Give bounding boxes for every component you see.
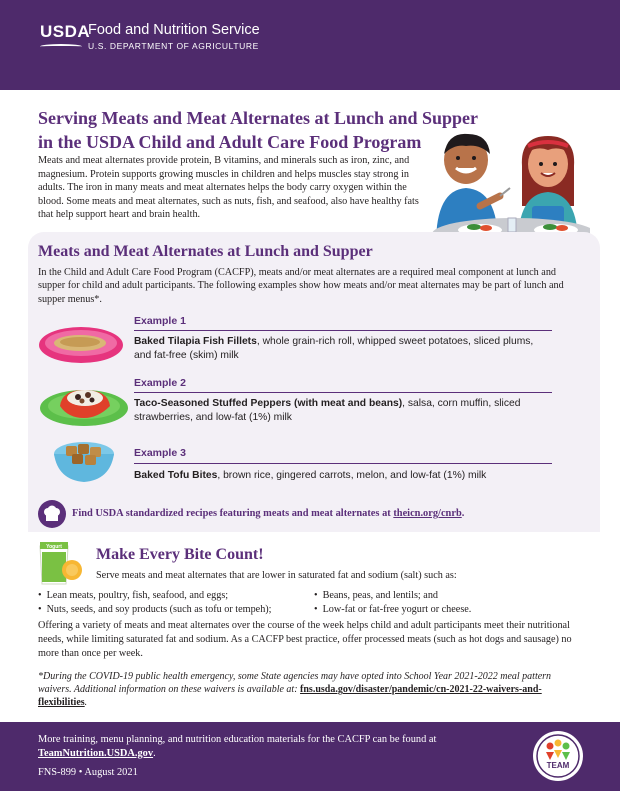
section-lunch-supper-title: Meats and Meat Alternates at Lunch and Supper [38,243,373,260]
waiver-link[interactable]: fns.usda.gov/disaster/pandemic/cn-2021-22-waivers-and-flexibilities [38,684,542,709]
example-1-label: Example 1 [134,315,186,327]
yogurt-label-text: Yogurt [46,544,62,550]
covid-note-period: . [84,697,88,709]
example-1-divider [134,330,552,331]
example-2-divider [134,392,552,393]
section-every-bite-intro: Serve meats and meat alternates that are lower in saturated fat and sodium (salt) such as: [96,570,457,581]
yogurt-cup-icon [38,540,86,586]
list-item: • Nuts, seeds, and soy products (such as tofu or tempeh); [38,603,272,617]
team-logo-text: TEAM [546,761,570,770]
title-line-1: Serving Meats and Meat Alternates at Lunch and Supper [38,108,479,128]
example-2-label: Example 2 [134,377,186,389]
tofu-bites-bowl-image [52,438,116,484]
footer-text [38,733,458,760]
example-2-main-dish: Taco-Seasoned Stuffed Peppers (with meat and beans) [134,398,403,409]
example-1-sides: , whole grain-rich roll, whipped sweet potatoes, sliced plums, and fat-free (skim) milk [134,336,534,362]
example-2-text [134,397,552,426]
publication-code: FNS-899 • August 2021 [38,767,138,778]
fish-fillet-plate-image [38,324,124,366]
recipe-callout-text: Find USDA standardized recipes featuring meats and meat alternates at [72,508,394,519]
example-1-main-dish: Baked Tilapia Fish Fillets [134,336,257,347]
example-3-divider [134,463,552,464]
example-1-text [134,335,552,364]
footer-period: . [153,747,156,759]
stuffed-peppers-plate-image [38,380,130,430]
department-name: U.S. DEPARTMENT OF AGRICULTURE [88,41,259,51]
recipe-callout-period: . [461,508,465,519]
agency-name: Food and Nutrition Service [88,22,260,38]
covid-note-text: *During the COVID-19 public health emergency, some State agencies may have opted into School Year 2021-2022 meal pattern waivers. Additional information on these waivers is available at: [38,671,552,696]
section-every-bite-title: Make Every Bite Count! [96,546,264,563]
recipe-callout [72,508,464,519]
intro-paragraph: Meats and meat alternates provide protein, B vitamins, and minerals such as iron, zinc, and magnesium. Protein supports growing muscles in children and helps muscles stay strong in adults. The iron in many meats and meat alternates helps the body carry oxygen within the blood. Some meats and meat alternates, such as nuts, fish, and seafood, also have healthy fats that help support heart and brain health. [38,155,419,221]
recipe-link[interactable]: theicn.org/cnrb [393,508,462,519]
list-item: • Beans, peas, and lentils; and [314,589,471,603]
team-nutrition-link[interactable]: TeamNutrition.USDA.gov [38,747,154,759]
list-item: • Low-fat or fat-free yogurt or cheese. [314,603,471,617]
example-3-main-dish: Baked Tofu Bites [134,470,218,481]
bullet-list-right [314,589,471,617]
bullet-list-left [38,589,272,617]
variety-paragraph: Offering a variety of meats and meat alternates over the course of the week helps child and adult participants meet their nutritional needs, while limiting saturated fat and sodium. As a CACFP best practice, offer processed meats (such as hot dogs and sausage) no more than once per week. [38,620,572,659]
example-2-sides: , salsa, corn muffin, sliced strawberries, and low-fat (1%) milk [134,398,521,424]
usda-logo-text: USDA [40,22,91,41]
usda-logo[interactable] [40,22,90,42]
title-line-2: in the USDA Child and Adult Care Food Program [38,132,422,152]
footer-message: More training, menu planning, and nutrition education materials for the CACFP can be found at [38,734,437,745]
example-3-label: Example 3 [134,447,186,459]
covid-note [38,670,583,710]
list-item: • Lean meats, poultry, fish, seafood, and eggs; [38,589,272,603]
kids-eating-illustration [418,126,590,244]
example-3-text [134,469,552,483]
chef-hat-icon [38,500,66,528]
team-nutrition-logo[interactable] [532,730,584,782]
example-3-sides: , brown rice, gingered carrots, melon, and low-fat (1%) milk [217,470,487,481]
usda-swoosh-icon [40,44,82,49]
section-lunch-supper-intro: In the Child and Adult Care Food Program (CACFP), meats and/or meat alternates are a required meal component at lunch and supper for child and adult participants. The following examples show how meats and/or meat alternates may be part of lunch and supper menus*. [38,267,564,305]
